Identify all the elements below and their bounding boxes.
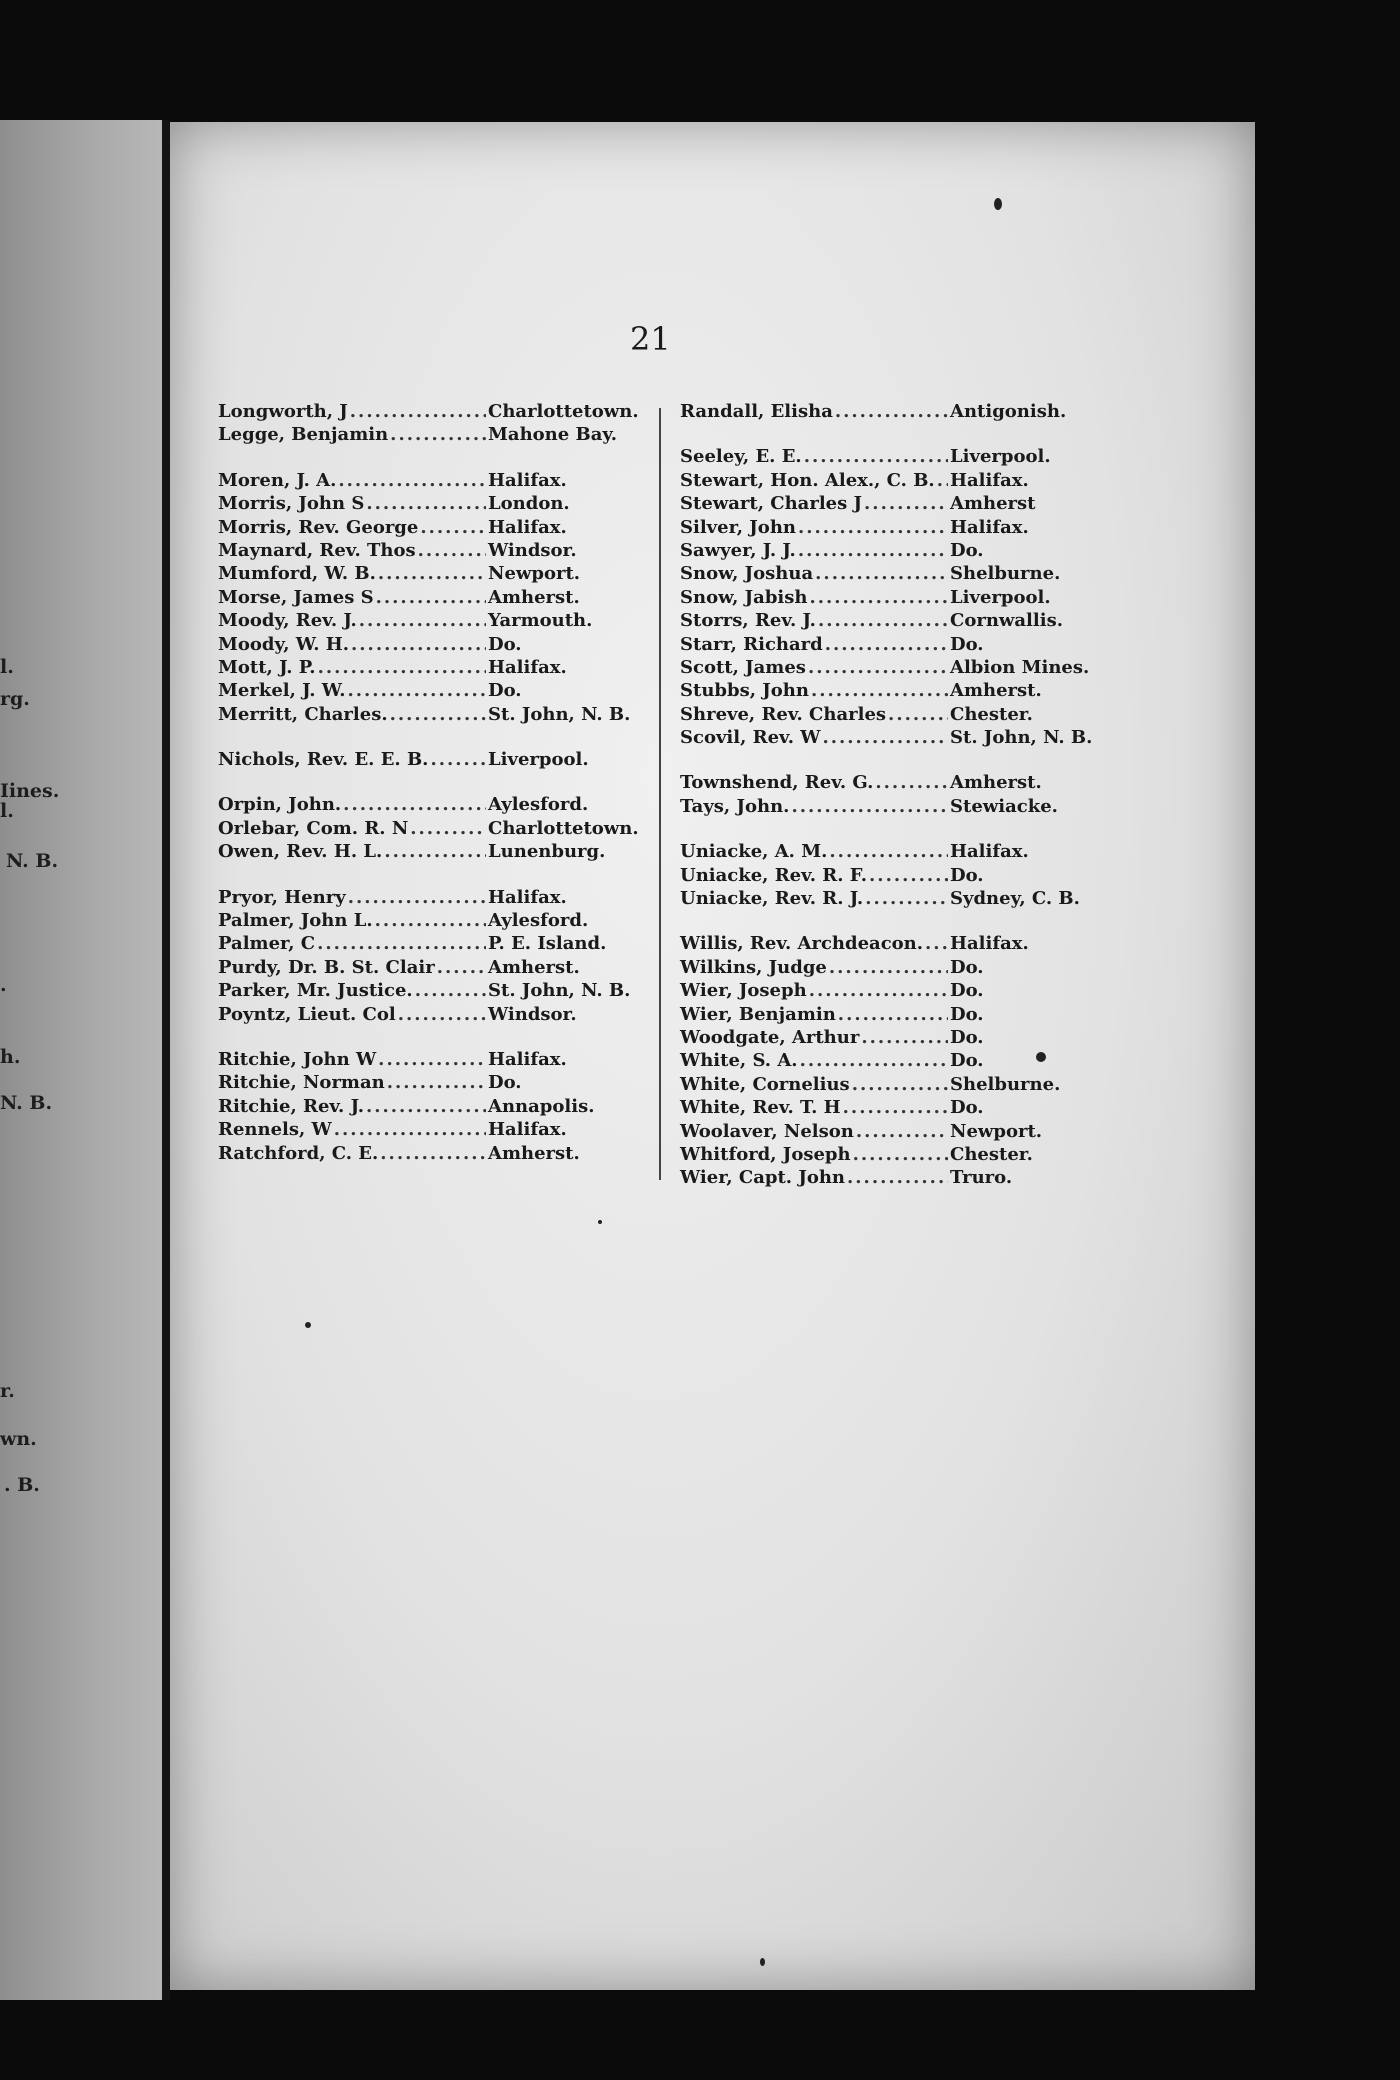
dot-leader: [808, 656, 948, 679]
entry-name: Wier, Capt. John: [680, 1167, 846, 1189]
list-item: [218, 656, 638, 679]
list-item: [218, 633, 638, 656]
list-item: [680, 956, 1100, 979]
entry-name: Purdy, Dr. B. St. Clair: [218, 956, 435, 978]
entry-place: Albion Mines.: [950, 656, 1090, 678]
entry-place: Halifax.: [950, 516, 1029, 538]
entry-place: Sydney, C. B.: [950, 888, 1080, 910]
entry-place: Do.: [950, 1097, 984, 1119]
dot-leader: [378, 1048, 486, 1071]
entry-place: Cornwallis.: [950, 610, 1063, 632]
entry-name: Poyntz, Lieut. Col: [218, 1003, 396, 1025]
dot-leader: [348, 679, 487, 702]
entry-place: Annapolis.: [488, 1095, 595, 1117]
dot-leader: [798, 516, 948, 539]
column-divider: [659, 408, 661, 1180]
entry-place: Halifax.: [950, 933, 1029, 955]
list-item: [680, 795, 1100, 818]
list-item: [680, 1143, 1100, 1166]
entry-name: Randall, Elisha: [680, 401, 833, 422]
list-item: [218, 793, 638, 816]
dot-leader: [811, 679, 948, 702]
entry-place: Newport.: [488, 563, 581, 585]
entry-place: Windsor.: [488, 1003, 577, 1025]
entry-place: Shelburne.: [950, 563, 1061, 585]
dot-leader: [380, 1142, 486, 1165]
page-number: 21: [630, 320, 671, 358]
list-item: [680, 1166, 1100, 1189]
dot-leader: [852, 1073, 948, 1096]
list-item: [218, 1142, 638, 1165]
dot-leader: [829, 840, 948, 863]
entry-name: Merkel, J. W.: [218, 680, 346, 702]
edge-fragment: N. B.: [6, 850, 59, 872]
entry-place: Shelburne.: [950, 1073, 1061, 1095]
list-item: [680, 469, 1100, 492]
list-item: [218, 703, 638, 726]
list-item: [218, 817, 638, 840]
ink-speck: [1036, 1052, 1046, 1062]
dot-leader: [437, 956, 486, 979]
edge-fragment: rg.: [0, 688, 30, 710]
entry-place: Mahone Bay.: [488, 424, 618, 446]
entry-place: Do.: [488, 1072, 522, 1094]
list-item: [218, 1118, 638, 1141]
dot-leader: [317, 932, 486, 955]
entry-name: Mott, J. P.: [218, 656, 316, 678]
entry-name: Morris, John S: [218, 493, 365, 515]
entry-name: Stewart, Charles J: [680, 493, 863, 515]
entry-place: Halifax.: [950, 469, 1029, 491]
list-item: [218, 840, 638, 863]
entry-place: Liverpool.: [488, 749, 589, 771]
list-item: [680, 1120, 1100, 1143]
dot-leader: [937, 469, 948, 492]
entry-name: Uniacke, A. M.: [680, 841, 828, 863]
entry-name: Merritt, Charles.: [218, 703, 388, 725]
dot-leader: [798, 539, 948, 562]
dot-leader: [390, 703, 486, 726]
list-item: [218, 679, 638, 702]
entry-name: Stubbs, John: [680, 680, 809, 702]
entry-place: Halifax.: [488, 1119, 567, 1141]
list-item: [218, 469, 638, 492]
entry-name: Sawyer, J. J.: [680, 539, 796, 561]
dot-leader: [869, 864, 948, 887]
entry-place: Newport.: [950, 1120, 1043, 1142]
entry-place: St. John, N. B.: [488, 703, 631, 725]
entry-place: Halifax.: [488, 469, 567, 491]
list-item: [680, 586, 1100, 609]
entry-place: Aylesford.: [488, 794, 589, 816]
entry-place: Do.: [488, 633, 522, 655]
ink-speck: [598, 1220, 602, 1224]
entry-name: Palmer, C: [218, 933, 316, 955]
entry-name: Orpin, John.: [218, 794, 342, 816]
dot-leader: [398, 1003, 486, 1026]
dot-leader: [378, 562, 486, 585]
list-item: [218, 609, 638, 632]
dot-leader: [865, 887, 948, 910]
entry-name: Moody, Rev. J.: [218, 610, 357, 632]
entry-name: Snow, Jabish: [680, 586, 808, 608]
entry-place: Do.: [950, 956, 984, 978]
entry-name: Ratchford, C. E.: [218, 1142, 379, 1164]
entry-name: Ritchie, Norman: [218, 1072, 385, 1094]
entry-place: Halifax.: [488, 516, 567, 538]
entry-place: Do.: [488, 680, 522, 702]
entry-name: White, Rev. T. H: [680, 1097, 841, 1119]
dot-leader: [338, 469, 486, 492]
entry-place: Stewiacke.: [950, 795, 1058, 817]
list-item: [218, 562, 638, 585]
entry-name: Morris, Rev. George: [218, 516, 419, 538]
dot-leader: [366, 1095, 486, 1118]
dot-leader: [888, 703, 948, 726]
entry-name: Scovil, Rev. W: [680, 727, 821, 749]
entry-name: Uniacke, Rev. R. F.: [680, 864, 868, 886]
list-item: [680, 979, 1100, 1002]
list-item: [680, 840, 1100, 863]
list-item: [680, 445, 1100, 468]
entry-name: Palmer, John L.: [218, 910, 373, 932]
entry-place: Chester.: [950, 1143, 1033, 1165]
entry-place: Amherst: [950, 493, 1036, 515]
dot-leader: [366, 492, 486, 515]
entry-place: Liverpool.: [950, 446, 1051, 468]
entry-name: Silver, John: [680, 516, 796, 538]
list-item: [218, 932, 638, 955]
entry-place: Yarmouth.: [488, 610, 593, 632]
dot-leader: [375, 909, 486, 932]
edge-fragment: N. B.: [0, 1092, 53, 1114]
edge-fragment: .: [0, 974, 7, 996]
entry-place: Halifax.: [488, 1048, 567, 1070]
entry-name: Seeley, E. E.: [680, 446, 802, 468]
ink-speck: [305, 1322, 311, 1328]
list-item: [680, 539, 1100, 562]
dot-leader: [350, 400, 486, 423]
list-item: [218, 979, 638, 1002]
entry-place: Amherst.: [488, 586, 580, 608]
entry-place: Do.: [950, 980, 984, 1002]
list-item: [218, 400, 638, 423]
list-item: [680, 400, 1100, 423]
edge-fragment: l.: [0, 656, 14, 678]
dot-leader: [359, 609, 486, 632]
entry-place: Amherst.: [488, 1142, 580, 1164]
entry-name: Pryor, Henry: [218, 886, 346, 908]
entry-place: Windsor.: [488, 539, 577, 561]
facing-page-edge: [0, 120, 168, 2000]
list-item: [218, 886, 638, 909]
entry-place: Liverpool.: [950, 586, 1051, 608]
list-item: [218, 909, 638, 932]
dot-leader: [415, 979, 486, 1002]
list-item: [680, 864, 1100, 887]
entry-name: Longworth, J: [218, 401, 348, 422]
entry-name: White, Cornelius: [680, 1073, 850, 1095]
entry-name: Woodgate, Arthur: [680, 1026, 860, 1048]
entry-name: Wilkins, Judge: [680, 956, 827, 978]
entry-name: White, S. A.: [680, 1050, 798, 1072]
dot-leader: [822, 726, 948, 749]
dot-leader: [376, 586, 486, 609]
dot-leader: [430, 748, 486, 771]
list-item: [680, 703, 1100, 726]
entry-name: Stewart, Hon. Alex., C. B.: [680, 469, 935, 491]
entry-name: Wier, Benjamin: [680, 1003, 836, 1025]
entry-place: Charlottetown.: [488, 401, 639, 422]
list-item: [218, 539, 638, 562]
list-item: [680, 1003, 1100, 1026]
list-item: [680, 516, 1100, 539]
list-item: [218, 1048, 638, 1071]
list-item: [680, 932, 1100, 955]
entry-name: Storrs, Rev. J.: [680, 610, 816, 632]
dot-leader: [387, 1071, 486, 1094]
dot-leader: [343, 793, 486, 816]
list-item: [680, 887, 1100, 910]
dot-leader: [864, 492, 948, 515]
dot-leader: [835, 400, 948, 423]
entry-name: Snow, Joshua: [680, 563, 814, 585]
dot-leader: [809, 586, 948, 609]
list-item: [218, 423, 638, 446]
entry-name: Moren, J. A.: [218, 469, 337, 491]
dot-leader: [351, 633, 486, 656]
entry-name: Whitford, Joseph: [680, 1143, 851, 1165]
dot-leader: [418, 539, 486, 562]
entry-name: Moody, W. H.: [218, 633, 350, 655]
list-item: [680, 679, 1100, 702]
entry-place: Truro.: [950, 1167, 1013, 1189]
entry-name: Woolaver, Nelson: [680, 1120, 854, 1142]
entry-place: Do.: [950, 1003, 984, 1025]
list-item: [218, 1003, 638, 1026]
dot-leader: [829, 956, 948, 979]
dot-leader: [348, 886, 486, 909]
dot-leader: [334, 1118, 486, 1141]
entry-place: Aylesford.: [488, 910, 589, 932]
entry-name: Townshend, Rev. G.: [680, 772, 874, 794]
entry-place: Halifax.: [488, 886, 567, 908]
entry-name: Shreve, Rev. Charles: [680, 703, 887, 725]
dot-leader: [420, 516, 486, 539]
list-item: [218, 516, 638, 539]
list-item: [218, 748, 638, 771]
entry-name: Wier, Joseph: [680, 980, 807, 1002]
dot-leader: [861, 1026, 948, 1049]
edge-fragment: l.: [0, 800, 14, 822]
entry-place: Charlottetown.: [488, 817, 639, 839]
entry-name: Owen, Rev. H. L.: [218, 841, 383, 863]
entry-name: Scott, James: [680, 656, 806, 678]
list-item: [218, 492, 638, 515]
entry-name: Ritchie, John W: [218, 1048, 377, 1070]
entry-name: Legge, Benjamin: [218, 424, 389, 446]
dot-leader: [384, 840, 486, 863]
list-item: [680, 562, 1100, 585]
dot-leader: [804, 445, 948, 468]
dot-leader: [318, 656, 486, 679]
entry-place: Do.: [950, 1026, 984, 1048]
list-item: [218, 1071, 638, 1094]
entry-name: Orlebar, Com. R. N: [218, 817, 409, 839]
dot-leader: [853, 1143, 948, 1166]
list-item: [680, 656, 1100, 679]
entry-name: Willis, Rev. Archdeacon.: [680, 933, 924, 955]
ink-speck: [994, 198, 1002, 210]
entry-place: Do.: [950, 539, 984, 561]
dot-leader: [390, 423, 486, 446]
dot-leader: [800, 1049, 948, 1072]
entry-name: Ritchie, Rev. J.: [218, 1095, 364, 1117]
entry-place: Do.: [950, 633, 984, 655]
list-item: [680, 1096, 1100, 1119]
right-column-list: [680, 400, 1100, 1190]
list-item: [680, 492, 1100, 515]
entry-place: St. John, N. B.: [950, 727, 1093, 749]
list-item: [680, 1073, 1100, 1096]
list-item: [680, 771, 1100, 794]
list-item: [680, 633, 1100, 656]
list-item: [218, 956, 638, 979]
dot-leader: [847, 1166, 948, 1189]
entry-place: St. John, N. B.: [488, 980, 631, 1002]
edge-fragment: r.: [0, 1380, 15, 1402]
dot-leader: [809, 979, 948, 1002]
dot-leader: [410, 817, 486, 840]
entry-name: Parker, Mr. Justice.: [218, 980, 413, 1002]
entry-place: Chester.: [950, 703, 1033, 725]
list-item: [680, 609, 1100, 632]
list-item: [218, 586, 638, 609]
entry-name: Mumford, W. B.: [218, 563, 376, 585]
entry-place: P. E. Island.: [488, 933, 607, 955]
dot-leader: [843, 1096, 948, 1119]
edge-fragment: wn.: [0, 1428, 37, 1450]
entry-place: London.: [488, 493, 570, 515]
entry-place: Lunenburg.: [488, 841, 606, 863]
edge-fragment: Iines.: [0, 780, 60, 802]
entry-name: Maynard, Rev. Thos: [218, 539, 416, 561]
gutter-rule: [162, 120, 170, 2000]
dot-leader: [815, 562, 948, 585]
entry-name: Morse, James S: [218, 586, 374, 608]
dot-leader: [856, 1120, 948, 1143]
entry-name: Nichols, Rev. E. E. B.: [218, 749, 429, 771]
entry-place: Do.: [950, 864, 984, 886]
entry-name: Starr, Richard: [680, 633, 823, 655]
dot-leader: [825, 633, 948, 656]
ink-speck: [760, 1958, 765, 1966]
entry-place: Halifax.: [950, 841, 1029, 863]
dot-leader: [925, 932, 948, 955]
dot-leader: [791, 795, 948, 818]
edge-fragment: h.: [0, 1046, 21, 1068]
entry-name: Uniacke, Rev. R. J.: [680, 888, 864, 910]
dot-leader: [818, 609, 948, 632]
entry-place: Antigonish.: [950, 401, 1067, 422]
entry-place: Halifax.: [488, 656, 567, 678]
entry-place: Do.: [950, 1050, 984, 1072]
entry-place: Amherst.: [950, 680, 1042, 702]
entry-place: Amherst.: [950, 772, 1042, 794]
dot-leader: [838, 1003, 948, 1026]
entry-name: Rennels, W: [218, 1119, 332, 1141]
entry-name: Tays, John.: [680, 795, 790, 817]
list-item: [680, 1026, 1100, 1049]
dot-leader: [875, 771, 948, 794]
list-item: [218, 1095, 638, 1118]
left-column-list: [218, 400, 638, 1165]
list-item: [680, 726, 1100, 749]
edge-fragment: . B.: [4, 1474, 40, 1496]
entry-place: Amherst.: [488, 956, 580, 978]
